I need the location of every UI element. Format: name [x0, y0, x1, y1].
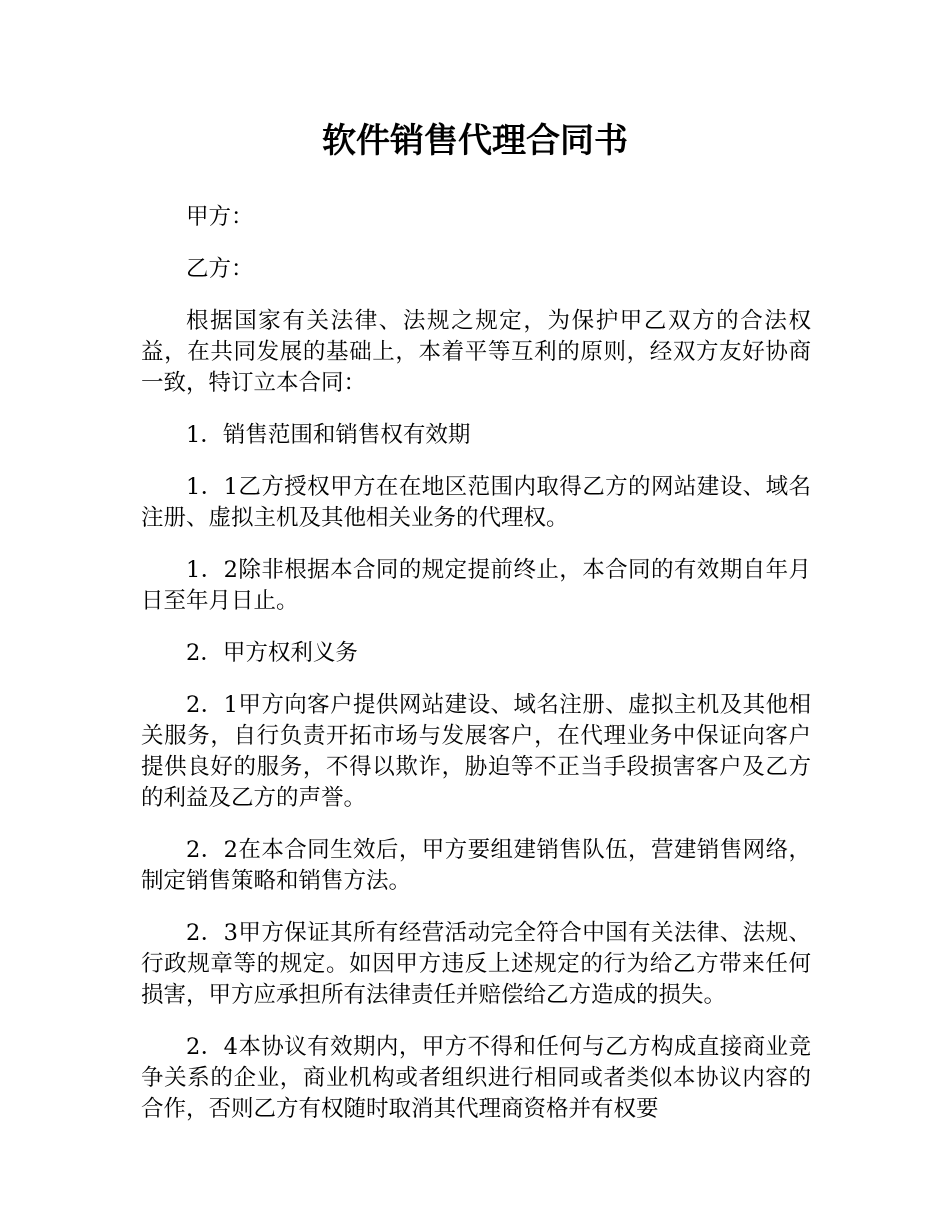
clause-paragraph: 1．1乙方授权甲方在在地区范围内取得乙方的网站建设、域名注册、虚拟主机及其他相关业务的代理权。 [141, 474, 811, 531]
clause-paragraph: 2．1甲方向客户提供网站建设、域名注册、虚拟主机及其他相关服务，自行负责开拓市场与发展客户，在代理业务中保证向客户提供良好的服务，不得以欺诈，胁迫等不正当手段损害客户及乙方的利益及乙方的声誉。 [141, 692, 811, 811]
clause-paragraph: 2．2在本合同生效后，甲方要组建销售队伍，营建销售网络，制定销售策略和销售方法。 [141, 837, 811, 894]
preamble-paragraph: 根据国家有关法律、法规之规定，为保护甲乙双方的合法权益，在共同发展的基础上，本着平等互利的原则，经双方友好协商一致，特订立本合同： [141, 308, 811, 396]
document-title: 软件销售代理合同书 [322, 121, 628, 161]
party-a-line: 甲方： [186, 204, 254, 230]
section-heading: 2．甲方权利义务 [186, 640, 358, 666]
section-heading: 1．销售范围和销售权有效期 [186, 422, 471, 448]
party-b-line: 乙方： [186, 256, 254, 282]
document-body [141, 202, 811, 1146]
clause-paragraph: 1．2除非根据本合同的规定提前终止，本合同的有效期自年月日至年月日止。 [141, 557, 811, 614]
clause-paragraph: 2．3甲方保证其所有经营活动完全符合中国有关法律、法规、行政规章等的规定。如因甲方违反上述规定的行为给乙方带来任何损害，甲方应承担所有法律责任并赔偿给乙方造成的损失。 [141, 920, 811, 1008]
clause-paragraph: 2．4本协议有效期内，甲方不得和任何与乙方构成直接商业竞争关系的企业，商业机构或者组织进行相同或者类似本协议内容的合作，否则乙方有权随时取消其代理商资格并有权要 [141, 1034, 811, 1122]
